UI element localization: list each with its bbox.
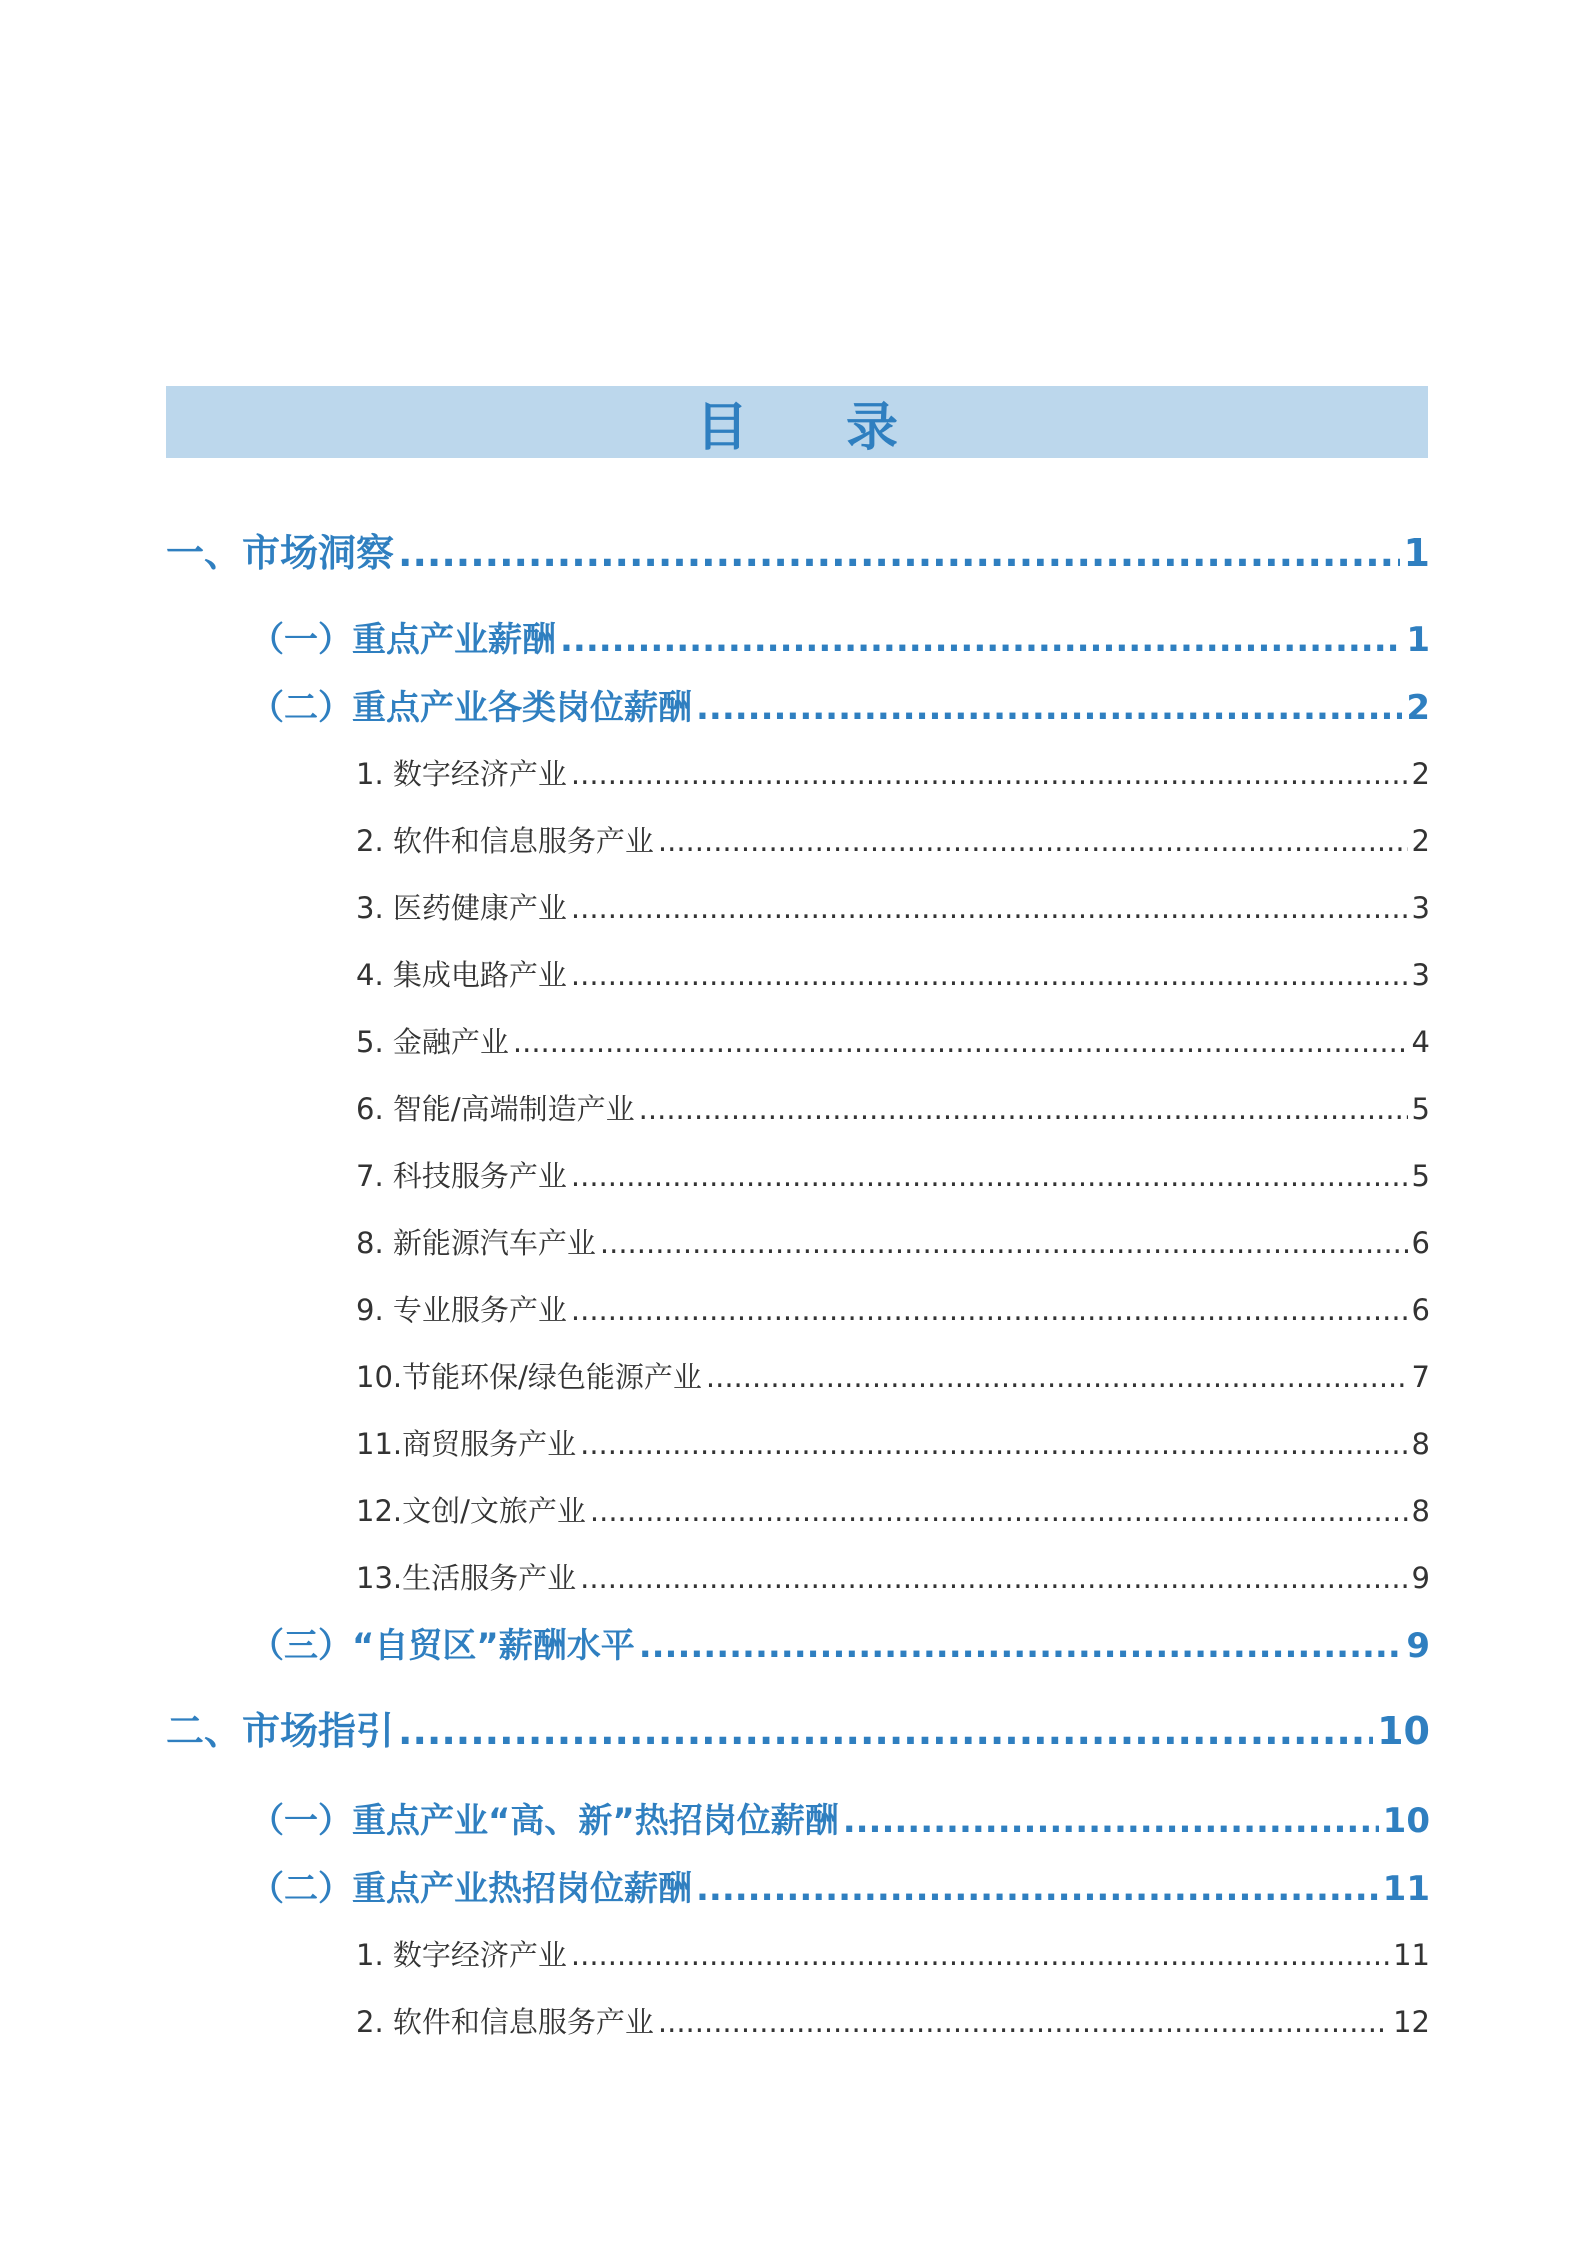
toc-page-number: 10 — [1382, 1801, 1430, 1841]
toc-page-number: 8 — [1411, 1494, 1430, 1528]
toc-entry[interactable] — [356, 953, 1430, 994]
toc-leader-dots — [571, 1293, 1408, 1327]
toc-entry-label: 4. 集成电路产业 — [356, 958, 567, 992]
toc-entry-label: 6. 智能/高端制造产业 — [356, 1092, 635, 1126]
toc-entry[interactable] — [166, 1700, 1430, 1755]
toc-entry-label: 一、市场洞察 — [166, 531, 395, 575]
toc-page-number: 1 — [1403, 531, 1430, 575]
toc-page-number: 1 — [1406, 620, 1430, 660]
toc-title: 目 录 — [695, 397, 939, 458]
toc-entry[interactable] — [356, 752, 1430, 793]
toc-page-number: 11 — [1393, 1938, 1430, 1972]
toc-entry[interactable] — [356, 819, 1430, 860]
toc-entry[interactable] — [250, 1793, 1430, 1842]
toc-entry-label: （二）重点产业热招岗位薪酬 — [250, 1869, 692, 1909]
toc-entry[interactable] — [356, 1556, 1430, 1597]
toc-entry-label: 二、市场指引 — [166, 1709, 395, 1753]
toc-entry[interactable] — [250, 612, 1430, 661]
toc-entry[interactable] — [166, 522, 1430, 577]
toc-leader-dots — [639, 1092, 1408, 1126]
toc-entry-label: 8. 新能源汽车产业 — [356, 1226, 596, 1260]
toc-leader-dots — [571, 1938, 1389, 1972]
toc-entry-label: （三）“自贸区”薪酬水平 — [250, 1626, 635, 1666]
toc-leader-dots — [398, 531, 1400, 575]
toc-page-number: 3 — [1411, 958, 1430, 992]
toc-entry-label: 11.商贸服务产业 — [356, 1427, 577, 1461]
toc-page-number: 6 — [1411, 1226, 1430, 1260]
toc-entry-label: 7. 科技服务产业 — [356, 1159, 567, 1193]
toc-entry[interactable] — [356, 1422, 1430, 1463]
toc-leader-dots — [571, 1159, 1408, 1193]
toc-leader-dots — [696, 1869, 1379, 1909]
toc-entry-label: （二）重点产业各类岗位薪酬 — [250, 688, 692, 728]
toc-leader-dots — [658, 2005, 1389, 2039]
toc-entry-label: 3. 医药健康产业 — [356, 891, 567, 925]
toc-entry-label: 10.节能环保/绿色能源产业 — [356, 1360, 702, 1394]
toc-leader-dots — [580, 1427, 1407, 1461]
toc-page-number: 5 — [1411, 1159, 1430, 1193]
toc-entry[interactable] — [250, 1618, 1430, 1667]
toc-entry-label: 1. 数字经济产业 — [356, 757, 567, 791]
toc-entry[interactable] — [356, 1020, 1430, 1061]
toc-entry[interactable] — [356, 1933, 1430, 1974]
toc-entry-label: 2. 软件和信息服务产业 — [356, 2005, 654, 2039]
toc-entry-label: 9. 专业服务产业 — [356, 1293, 567, 1327]
toc-entry-label: 13.生活服务产业 — [356, 1561, 577, 1595]
toc-entry[interactable] — [250, 1861, 1430, 1910]
toc-leader-dots — [513, 1025, 1408, 1059]
toc-page-number: 4 — [1411, 1025, 1430, 1059]
toc-page-number: 10 — [1377, 1709, 1430, 1753]
toc-leader-dots — [706, 1360, 1408, 1394]
toc-page-number: 2 — [1411, 757, 1430, 791]
toc-page-number: 6 — [1411, 1293, 1430, 1327]
toc-entry[interactable] — [356, 886, 1430, 927]
toc-page-number: 8 — [1411, 1427, 1430, 1461]
toc-leader-dots — [398, 1709, 1373, 1753]
toc-entry[interactable] — [356, 1154, 1430, 1195]
toc-page-number: 12 — [1393, 2005, 1430, 2039]
toc-page-number: 11 — [1382, 1869, 1430, 1909]
toc-leader-dots — [658, 824, 1408, 858]
toc-leader-dots — [571, 958, 1408, 992]
toc-entry-label: 5. 金融产业 — [356, 1025, 509, 1059]
toc-page-number: 3 — [1411, 891, 1430, 925]
toc-leader-dots — [600, 1226, 1408, 1260]
toc-entry[interactable] — [356, 1489, 1430, 1530]
toc-entry[interactable] — [356, 1087, 1430, 1128]
toc-entry[interactable] — [356, 1288, 1430, 1329]
toc-entry-label: 1. 数字经济产业 — [356, 1938, 567, 1972]
toc-entry-label: 12.文创/文旅产业 — [356, 1494, 586, 1528]
toc-page-number: 2 — [1411, 824, 1430, 858]
toc-entry[interactable] — [356, 1221, 1430, 1262]
toc-entry[interactable] — [356, 2000, 1430, 2041]
toc-leader-dots — [560, 620, 1402, 660]
toc-entry-label: （一）重点产业“高、新”热招岗位薪酬 — [250, 1801, 839, 1841]
toc-entry-label: 2. 软件和信息服务产业 — [356, 824, 654, 858]
toc-page-number: 9 — [1411, 1561, 1430, 1595]
toc-leader-dots — [696, 688, 1402, 728]
toc-leader-dots — [580, 1561, 1407, 1595]
toc-page-number: 2 — [1406, 688, 1430, 728]
toc-page-number: 7 — [1411, 1360, 1430, 1394]
toc-leader-dots — [590, 1494, 1408, 1528]
toc-leader-dots — [571, 891, 1408, 925]
toc-page-number: 5 — [1411, 1092, 1430, 1126]
toc-leader-dots — [571, 757, 1408, 791]
toc-leader-dots — [639, 1626, 1403, 1666]
toc-leader-dots — [843, 1801, 1379, 1841]
toc-entry[interactable] — [356, 1355, 1430, 1396]
toc-entry[interactable] — [250, 680, 1430, 729]
toc-page-number: 9 — [1406, 1626, 1430, 1666]
toc-entry-label: （一）重点产业薪酬 — [250, 620, 556, 660]
